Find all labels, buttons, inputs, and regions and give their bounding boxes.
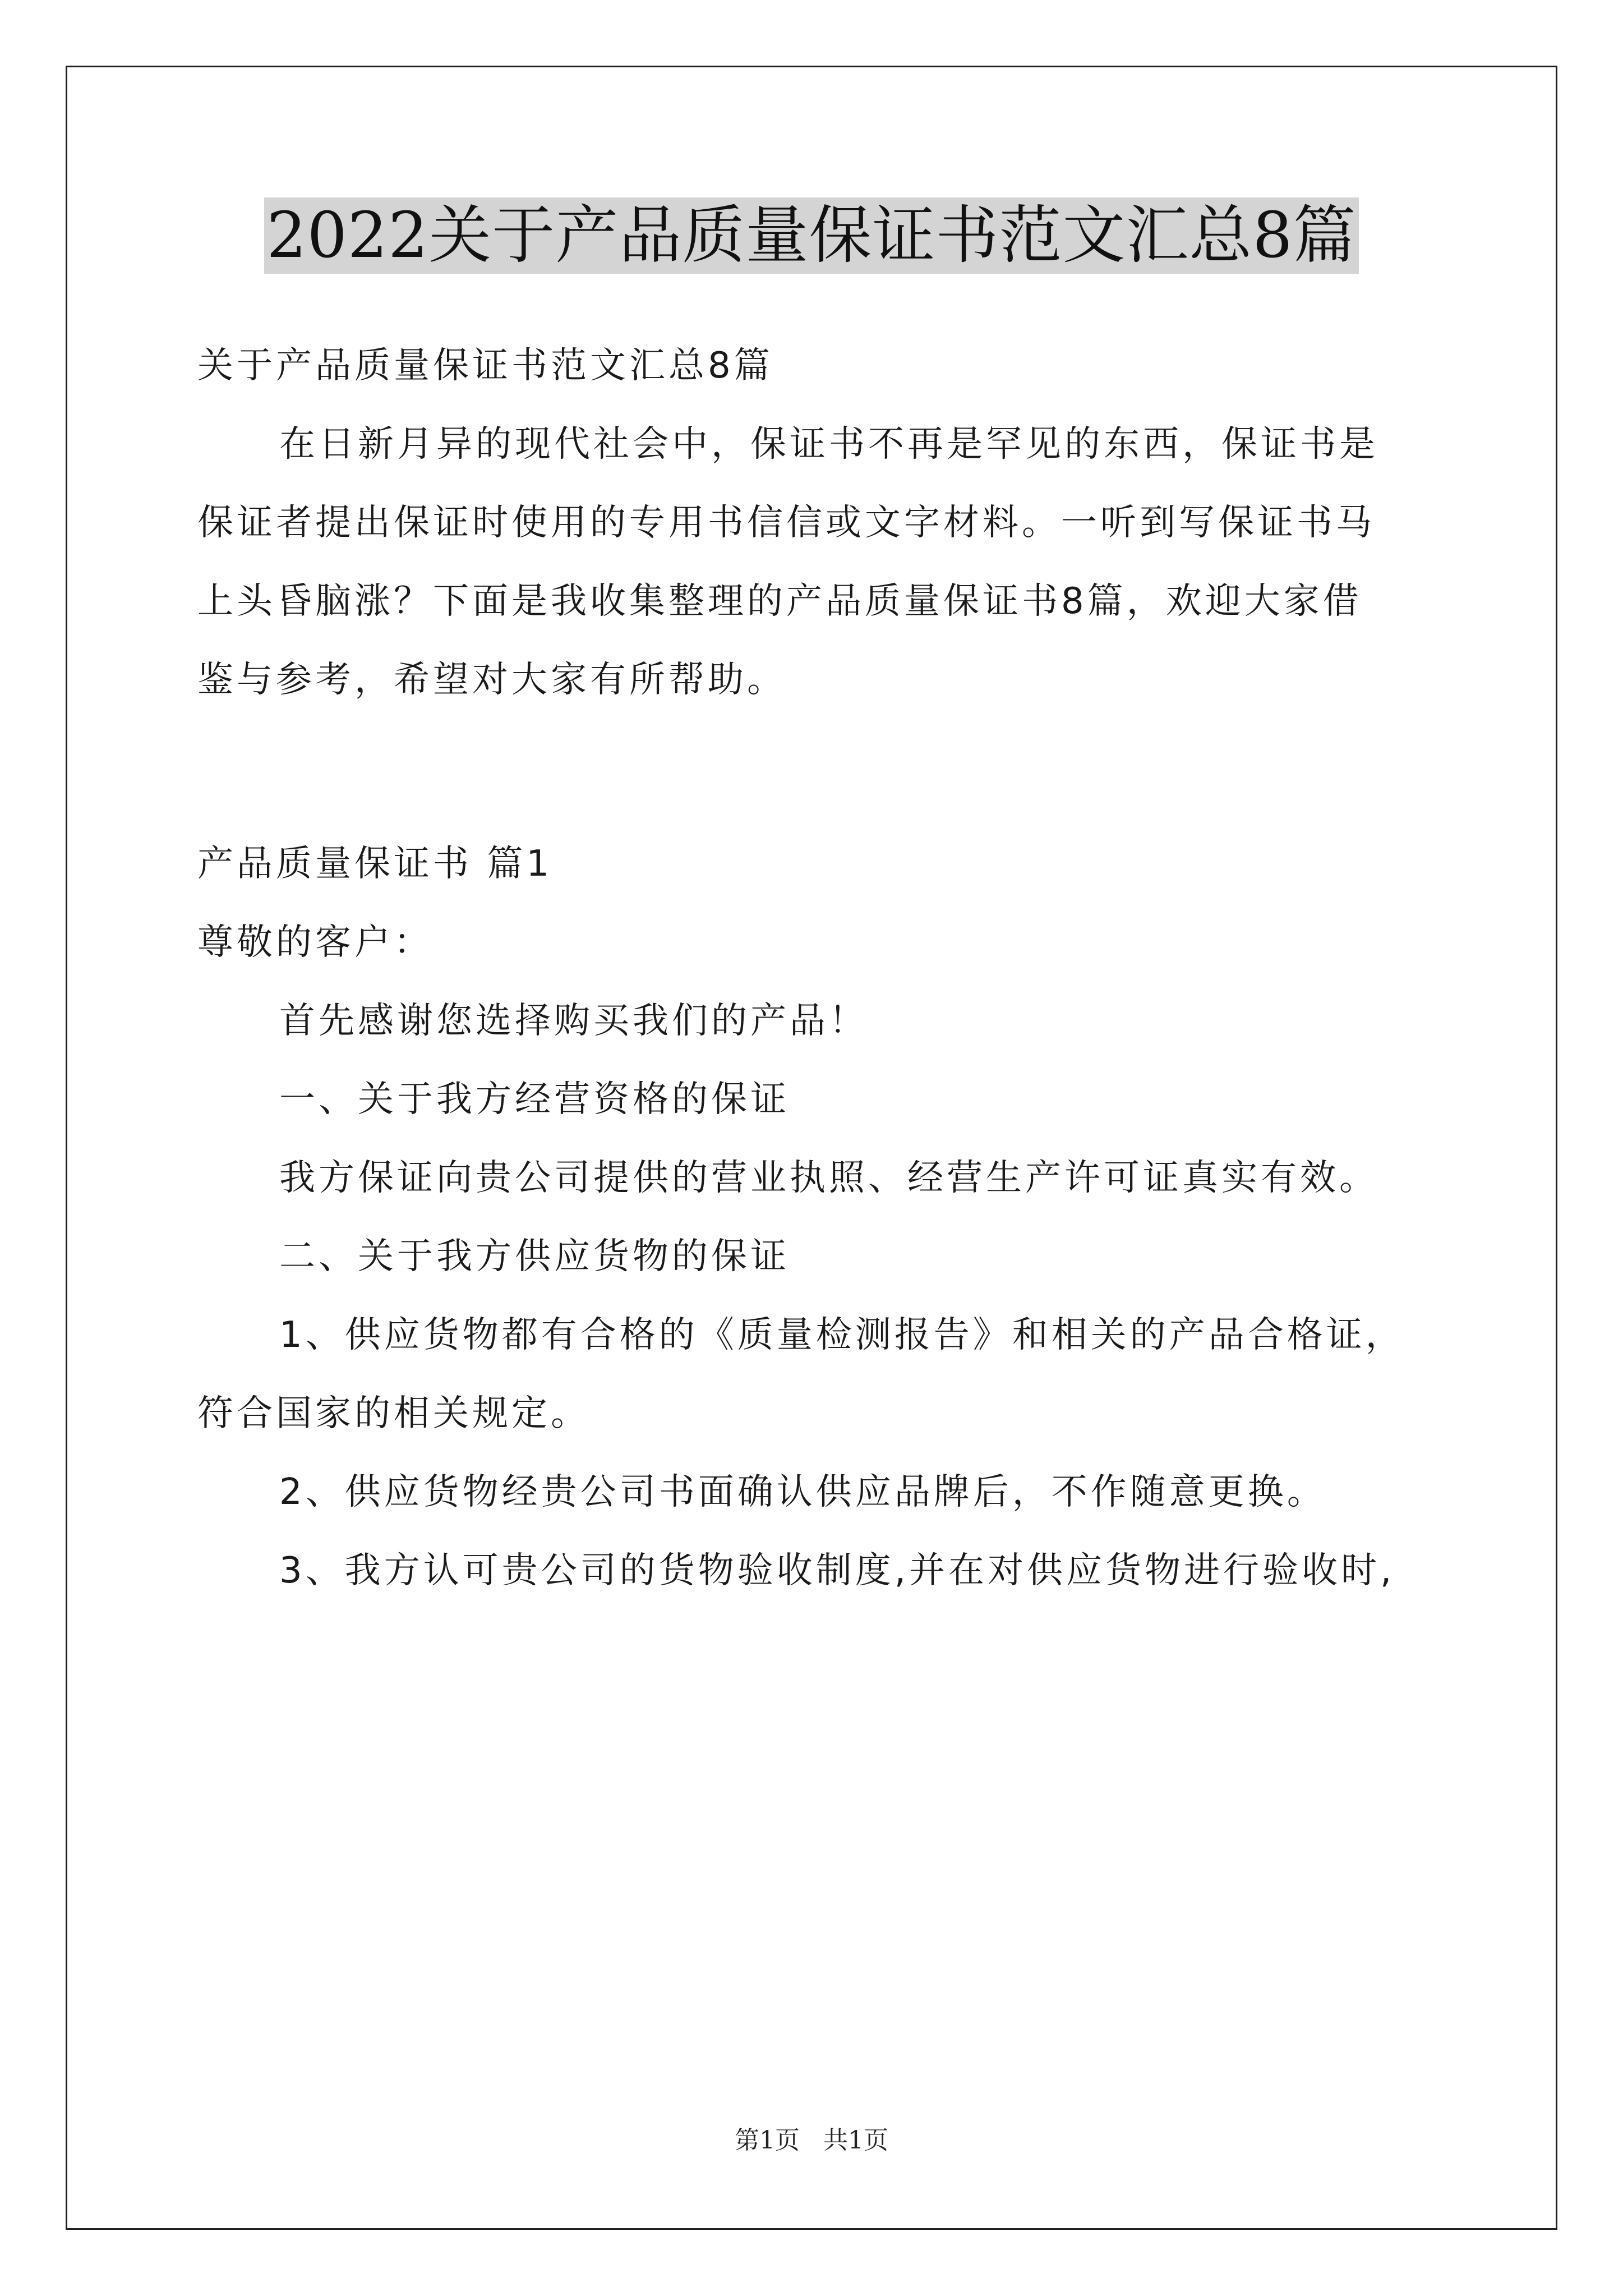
intro-line: 保证者提出保证时使用的专用书信信或文字材料。一听到写保证书马 (197, 502, 1375, 544)
point2-text: 2、供应货物经贵公司书面确认供应品牌后，不作随意更换。 (279, 1471, 1326, 1513)
point1-line1: 1、供应货物都有合格的《质量检测报告》和相关的产品合格证， (279, 1314, 1405, 1356)
section-heading: 产品质量保证书 篇1 (197, 843, 553, 885)
item1-heading: 一、关于我方经营资格的保证 (279, 1079, 790, 1120)
page-number-current: 第1页 (735, 2126, 800, 2155)
intro-line: 鉴与参考，希望对大家有所帮助。 (197, 659, 786, 701)
item1-text: 我方保证向贵公司提供的营业执照、经营生产许可证真实有效。 (279, 1157, 1378, 1199)
intro-line: 上头昏脑涨？下面是我收集整理的产品质量保证书8篇，欢迎大家借 (197, 581, 1362, 622)
document-title: 2022关于产品质量保证书范文汇总8篇 (264, 197, 1358, 274)
intro-line: 在日新月异的现代社会中，保证书不再是罕见的东西，保证书是 (279, 424, 1378, 465)
thanks-text: 首先感谢您选择购买我们的产品！ (279, 1000, 868, 1042)
item2-heading: 二、关于我方供应货物的保证 (279, 1236, 790, 1277)
intro-paragraph (197, 418, 1465, 706)
salutation: 尊敬的客户： (197, 922, 433, 963)
point1-line2: 符合国家的相关规定。 (197, 1393, 590, 1434)
point3-text: 3、我方认可贵公司的货物验收制度,并在对供应货物进行验收时, (279, 1550, 1395, 1591)
document-body (197, 314, 1465, 1596)
subtitle: 关于产品质量保证书范文汇总8篇 (197, 345, 773, 386)
page-footer (0, 2125, 1623, 2156)
title-container (0, 197, 1623, 274)
page-number-total: 共1页 (823, 2126, 888, 2155)
